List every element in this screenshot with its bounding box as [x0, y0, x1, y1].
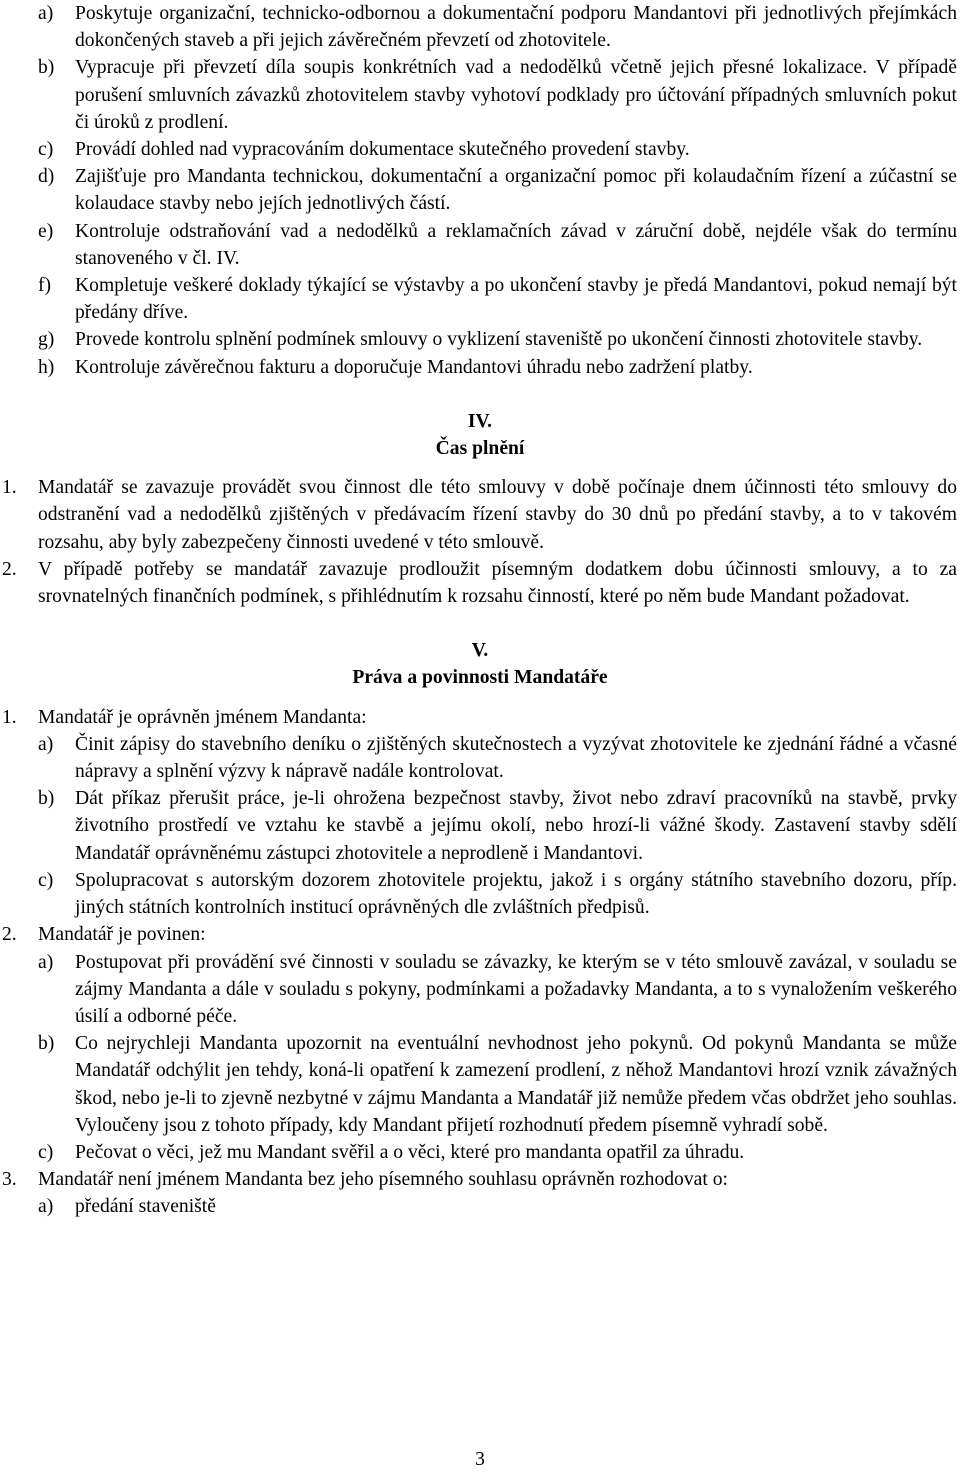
- numbered-item: [0, 474, 957, 556]
- item-label: h): [38, 356, 55, 378]
- list-item: [0, 354, 957, 381]
- numbered-item: [0, 1166, 957, 1193]
- item-text: Mandatář se zavazuje provádět svou činnost dle této smlouvy v době počínaje dnem účinnosti této smlouvy do odstranění vad a nedodělků zjištěných v předávacím řízení stavby do 30 dnů po předání stavby, a to v takovém rozsahu, aby byly zabezpečeny činnosti uvedené v této smlouvě.: [38, 477, 957, 553]
- item-label: a): [38, 951, 54, 973]
- list-item: [0, 1139, 957, 1166]
- item-label: 2.: [2, 558, 17, 580]
- numbered-item: [0, 921, 957, 948]
- item-label: f): [38, 275, 52, 297]
- item-text: Provádí dohled nad vypracováním dokumentace skutečného provedení stavby.: [75, 139, 690, 161]
- section-iv: [0, 408, 960, 610]
- section-number: V.: [471, 640, 489, 662]
- item-text: Kompletuje veškeré doklady týkající se výstavby a po ukončení stavby je předá Mandantovi, pokud nemají být předány dříve.: [75, 275, 957, 324]
- list-item: [0, 949, 957, 1031]
- item-label: b): [38, 57, 55, 79]
- section-v: [0, 637, 960, 1220]
- item-label: e): [38, 220, 54, 242]
- item-label: 3.: [2, 1169, 17, 1191]
- item-text: Provede kontrolu splnění podmínek smlouvy o vyklizení staveniště po ukončení činnosti zhotovitele stavby.: [75, 329, 923, 351]
- item-text: Činit zápisy do stavebního deníku o zjištěných skutečnostech a vyzývat zhotovitele ke zjednání řádné a včasné nápravy a splnění výzvy k nápravě nadále kontrolovat.: [75, 733, 957, 783]
- item-label: a): [38, 3, 54, 24]
- item-text: Zajišťuje pro Mandanta technickou, dokumentační a organizační pomoc při kolaudačním řízení a zúčastní se kolaudace stavby nebo jejích jednotlivých částí.: [75, 166, 957, 215]
- list-item: [0, 272, 957, 326]
- item-text: V případě potřeby se mandatář zavazuje prodloužit písemným dodatkem dobu účinnosti smlouvy, a to za srovnatelných finančních podmínek, s přihlédnutím k rozsahu činností, které po něm bude Mandant požadovat.: [38, 558, 957, 608]
- section-title: Práva a povinnosti Mandatáře: [352, 667, 608, 689]
- item-text: Kontroluje závěrečnou fakturu a doporučuje Mandantovi úhradu nebo zadržení platby.: [75, 356, 753, 378]
- item-label: b): [38, 788, 55, 810]
- item-text: Spolupracovat s autorským dozorem zhotovitele projektu, jakož i s orgány státního stavebního dozoru, příp. jiných státních kontrolních institucí oprávněných dle zvláštních předpisů.: [75, 869, 957, 919]
- item-label: a): [38, 733, 54, 755]
- item-text: Postupovat při provádění své činnosti v souladu se závazky, ke kterým se v této smlouvě zavázal, v souladu se zájmy Mandanta a dále v souladu s pokyny, podmínkami a požadavky Mandanta, a to s vynaložením veškerého úsilí a odborné péče.: [75, 951, 957, 1027]
- item-text: Kontroluje odstraňování vad a nedodělků a reklamačních závad v záruční době, nejdéle však do termínu stanoveného v čl. IV.: [75, 220, 957, 269]
- top-list: [0, 0, 960, 381]
- item-label: 1.: [2, 477, 17, 499]
- item-label: 1.: [2, 706, 17, 728]
- section-title: Čas plnění: [435, 438, 525, 460]
- section-number: IV.: [467, 410, 493, 432]
- page-number: 3: [475, 1449, 485, 1470]
- item-label: c): [38, 139, 54, 161]
- list-item: [0, 218, 957, 272]
- numbered-item: [0, 556, 957, 610]
- item-label: 2.: [2, 924, 17, 946]
- item-text: Dát příkaz přerušit práce, je-li ohrožena bezpečnost stavby, život nebo zdraví pracovníků na stavbě, prvky životního prostředí ve vztahu ke stavbě a jejímu okolí, nebo hrozí-li vážné škody. Zastavení stavby sdělí Mandatář oprávněnému zástupci zhotovitele a neprodleně i Mandantovi.: [75, 788, 957, 864]
- item-label: c): [38, 1141, 54, 1163]
- item-text: Pečovat o věci, jež mu Mandant svěřil a o věci, které pro mandanta opatřil za úhradu.: [75, 1141, 745, 1163]
- list-item: [0, 54, 957, 136]
- item-text: Mandatář je povinen:: [38, 924, 206, 946]
- list-item: [0, 326, 957, 353]
- list-item: [0, 163, 957, 217]
- item-text: Mandatář není jménem Mandanta bez jeho písemného souhlasu oprávněn rozhodovat o:: [38, 1169, 728, 1191]
- item-label: c): [38, 869, 54, 891]
- item-text: Co nejrychleji Mandanta upozornit na eventuální nevhodnost jeho pokynů. Od pokynů Mandanta se může Mandatář odchýlit jen tehdy, koná-li opatření k zamezení prodlení, z něhož Mandantovi hrozí vznik závažných škod, nebo je-li to zjevně nezbytné v zájmu Mandanta a Mandatář již nemůže předem včas obdržet jeho souhlas. Vyloučeny jsou z tohoto případy, kdy Mandant přijetí rozhodnutí předem písemně vyhradí sobě.: [75, 1033, 957, 1136]
- item-label: a): [38, 1196, 54, 1218]
- item-label: g): [38, 329, 55, 351]
- numbered-item: [0, 704, 957, 731]
- list-item: [0, 0, 957, 54]
- list-item: [0, 731, 957, 785]
- item-text: Mandatář je oprávněn jménem Mandanta:: [38, 706, 367, 728]
- item-text: předání staveniště: [75, 1196, 216, 1218]
- list-item: [0, 785, 957, 867]
- list-item: [0, 1193, 957, 1220]
- item-text: Vypracuje při převzetí díla soupis konkrétních vad a nedodělků včetně jejich přesné lokalizace. V případě porušení smluvních závazků zhotovitelem stavby vyhotoví podklady pro účtování případných smluvních pokut či úroků z prodlení.: [75, 57, 957, 133]
- list-item: [0, 136, 957, 163]
- item-label: b): [38, 1033, 55, 1055]
- list-item: [0, 867, 957, 921]
- list-item: [0, 1030, 957, 1139]
- item-text: Poskytuje organizační, technicko-odbornou a dokumentační podporu Mandantovi při jednotlivých přejímkách dokončených staveb a při jejich závěrečném převzetí od zhotovitele.: [75, 3, 957, 52]
- item-label: d): [38, 166, 55, 188]
